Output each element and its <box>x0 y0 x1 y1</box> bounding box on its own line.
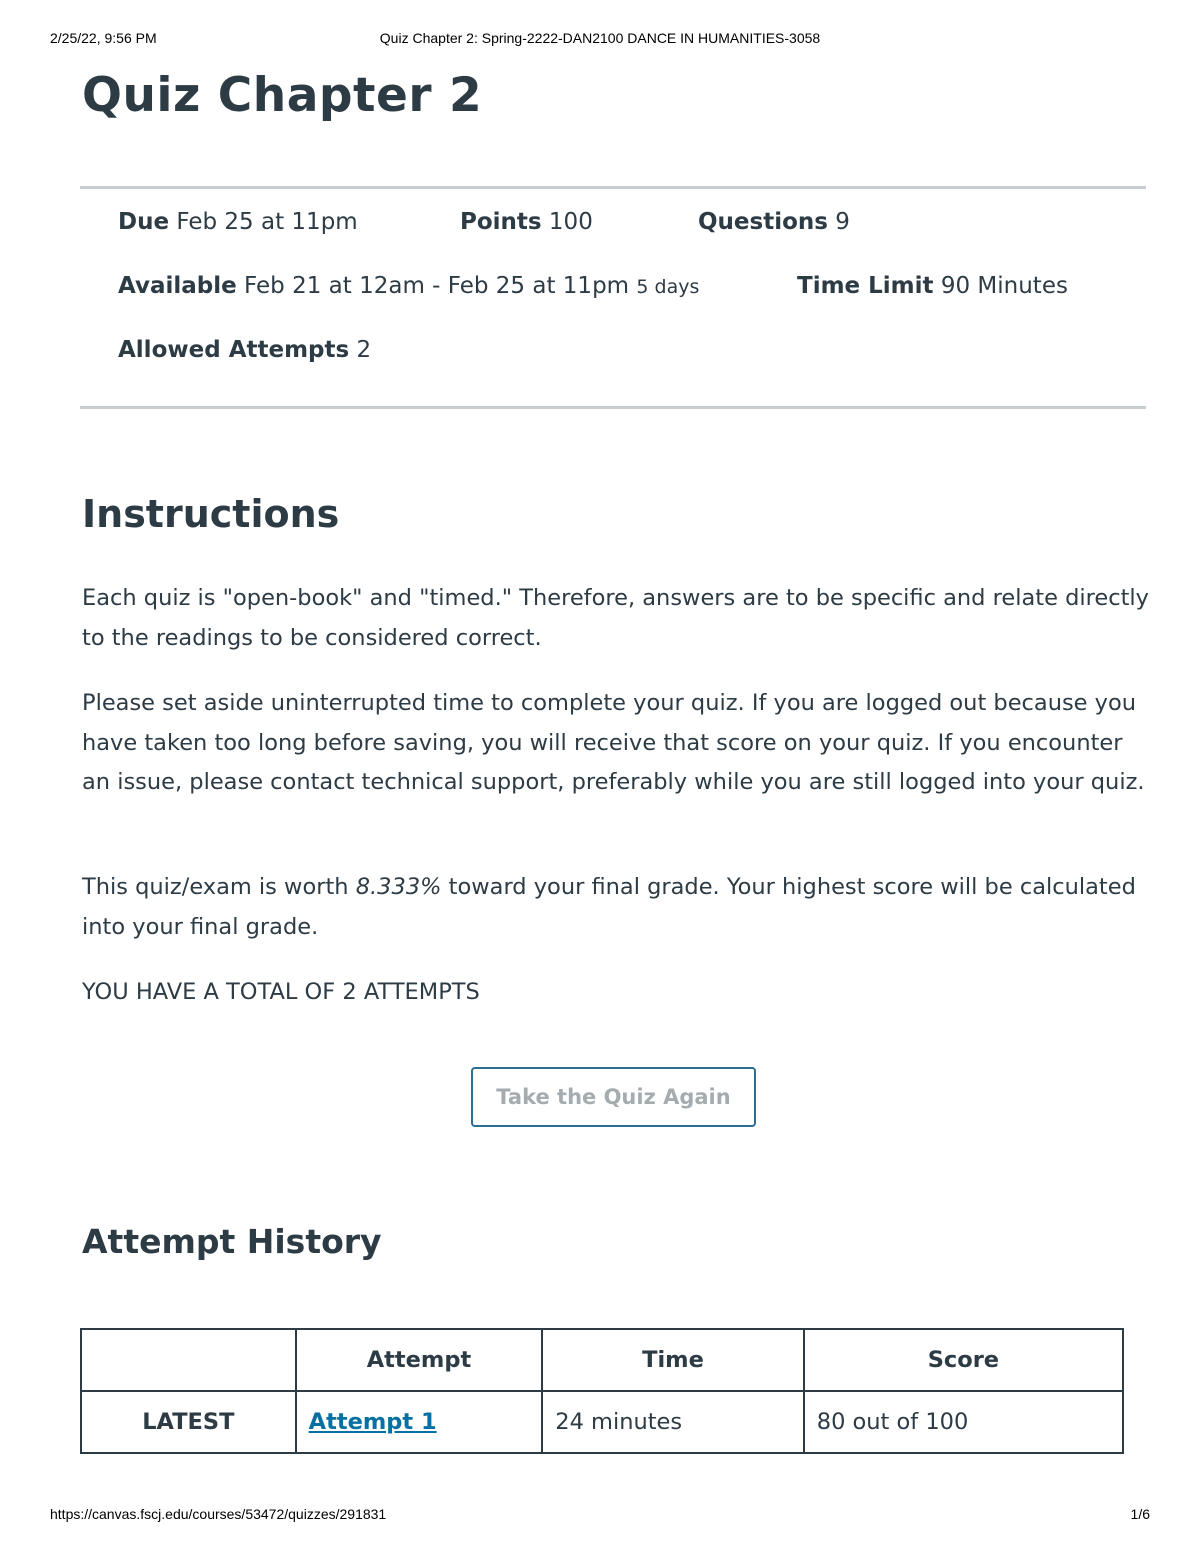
grade-weight-value: 8.333% <box>355 874 442 900</box>
print-date: 2/25/22, 9:56 PM <box>50 30 157 46</box>
take-quiz-again-button[interactable]: Take the Quiz Again <box>471 1067 756 1127</box>
column-header-score: Score <box>804 1329 1123 1391</box>
print-page-title: Quiz Chapter 2: Spring-2222-DAN2100 DANCE IN HUMANITIES-3058 <box>379 30 821 46</box>
due-value: Feb 25 at 11pm <box>176 209 358 235</box>
instructions-heading: Instructions <box>82 492 340 536</box>
table-header-row <box>81 1329 1123 1391</box>
available-label: Available <box>118 273 237 299</box>
column-header-time: Time <box>542 1329 804 1391</box>
available-value: Feb 21 at 12am - Feb 25 at 11pm <box>244 273 630 299</box>
available-field <box>118 273 699 299</box>
time-limit-field <box>797 273 1068 299</box>
print-url: https://canvas.fscj.edu/courses/53472/quizzes/291831 <box>50 1506 387 1522</box>
points-field <box>460 209 593 235</box>
due-field <box>118 209 358 235</box>
attempt-link[interactable]: Attempt 1 <box>308 1409 437 1435</box>
attempt-cell <box>296 1391 543 1453</box>
available-duration: 5 days <box>636 276 700 298</box>
points-value: 100 <box>548 209 593 235</box>
instructions-paragraph-4: YOU HAVE A TOTAL OF 2 ATTEMPTS <box>82 979 480 1005</box>
attempt-history-table <box>80 1328 1124 1454</box>
instructions-paragraph-3 <box>82 868 1152 947</box>
questions-field <box>698 209 850 235</box>
instructions-paragraph-1: Each quiz is "open-book" and "timed." Therefore, answers are to be specific and relate directly to the readings to be considered correct. <box>82 585 1149 651</box>
attempt-time: 24 minutes <box>542 1391 804 1453</box>
due-label: Due <box>118 209 170 235</box>
print-header <box>50 30 1150 50</box>
attempt-score: 80 out of 100 <box>804 1391 1123 1453</box>
time-limit-label: Time Limit <box>797 273 934 299</box>
attempt-history-heading: Attempt History <box>82 1222 382 1261</box>
quiz-title: Quiz Chapter 2 <box>82 68 483 123</box>
allowed-attempts-label: Allowed Attempts <box>118 337 350 363</box>
questions-value: 9 <box>835 209 850 235</box>
questions-label: Questions <box>698 209 828 235</box>
divider-top <box>80 186 1146 189</box>
allowed-attempts-value: 2 <box>356 337 372 363</box>
table-row <box>81 1391 1123 1453</box>
divider-bottom <box>80 406 1146 409</box>
instructions-paragraph-2: Please set aside uninterrupted time to complete your quiz. If you are logged out because you have taken too long before saving, you will receive that score on your quiz. If you encounter an issue, please contact technical support, preferably while you are still logged into your quiz. <box>82 690 1145 795</box>
points-label: Points <box>460 209 542 235</box>
column-header-attempt: Attempt <box>296 1329 543 1391</box>
print-footer <box>50 1506 1150 1526</box>
print-page-number: 1/6 <box>1130 1506 1150 1522</box>
time-limit-value: 90 Minutes <box>940 273 1068 299</box>
grade-weight-text-end: toward your final grade. Your highest score will be calculated into your final grade. <box>82 874 1136 940</box>
allowed-attempts-field <box>118 337 371 363</box>
attempt-status-label: LATEST <box>81 1391 296 1453</box>
column-header <box>81 1329 296 1391</box>
grade-weight-text: This quiz/exam is worth <box>82 874 356 900</box>
